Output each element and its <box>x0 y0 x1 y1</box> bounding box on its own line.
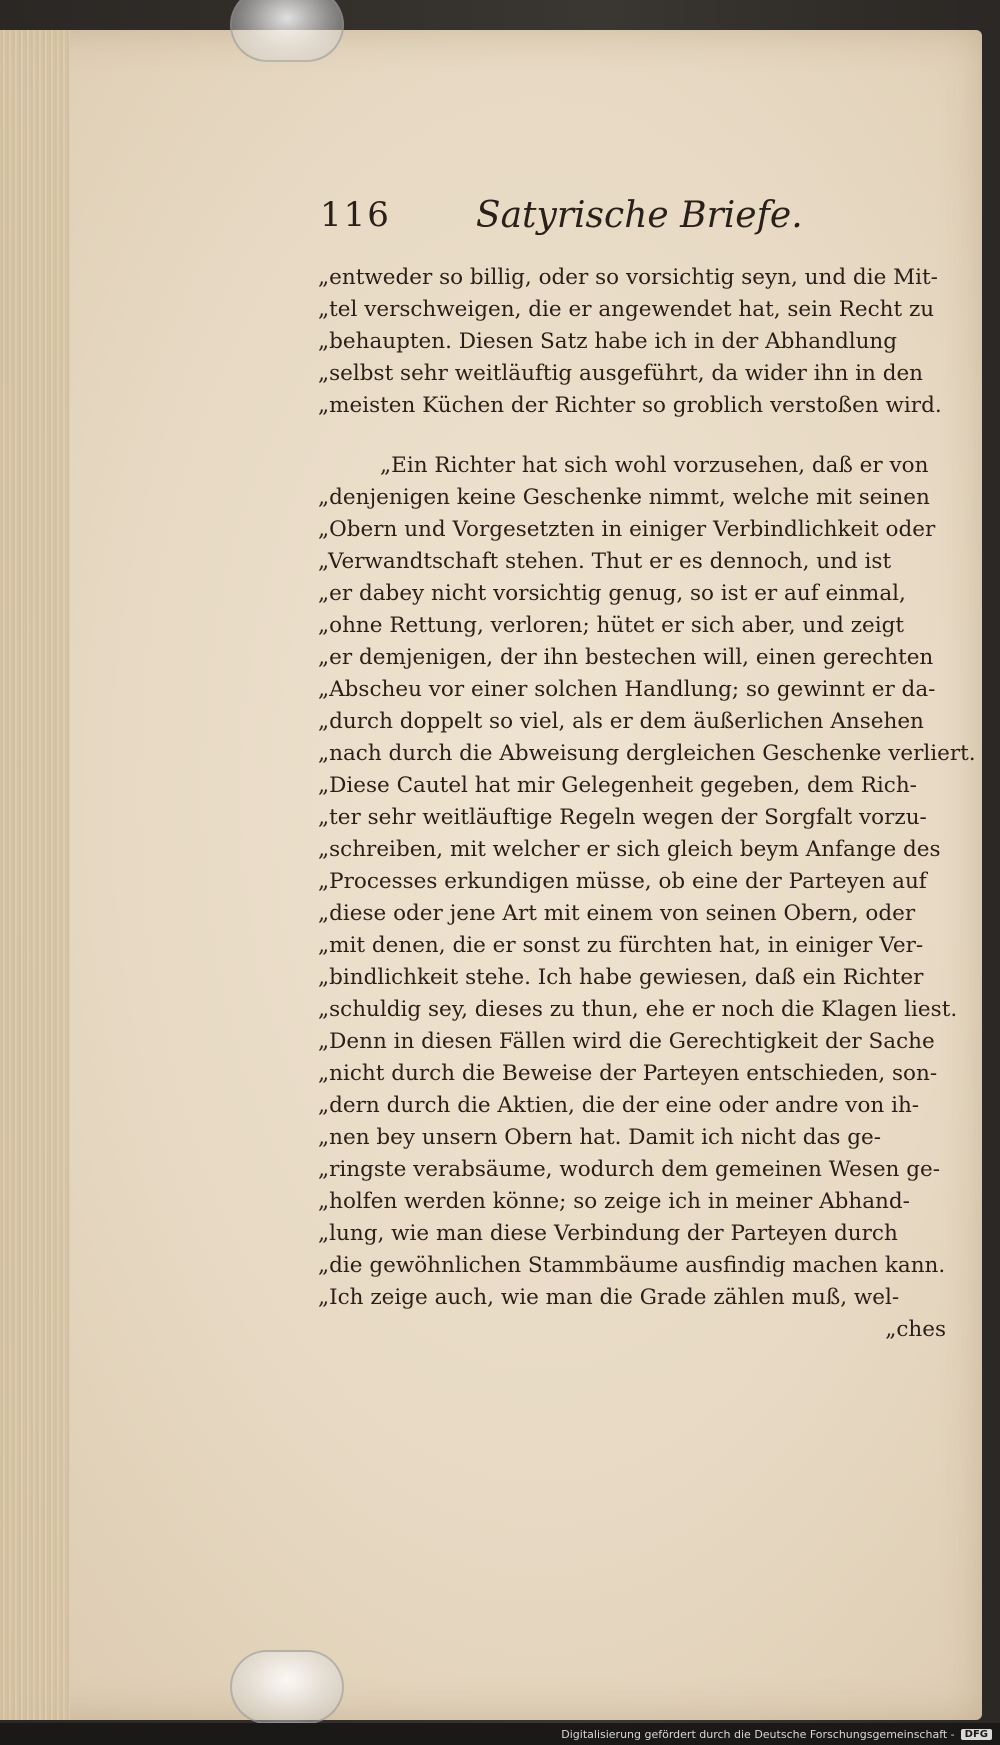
text-line: „Diese Cautel hat mir Gelegenheit gegeben, dem Rich- <box>318 773 917 798</box>
text-line: „tel verschweigen, die er angewendet hat, sein Recht zu <box>318 297 935 322</box>
text-line: „holfen werden könne; so zeige ich in meiner Abhand- <box>318 1189 910 1214</box>
text-line: „nicht durch die Beweise der Parteyen entschieden, son- <box>318 1061 938 1086</box>
text-line: „entweder so billig, oder so vorsichtig seyn, und die Mit- <box>318 265 938 290</box>
paragraph-gap <box>318 422 948 450</box>
text-line: „denjenigen keine Geschenke nimmt, welche mit seinen <box>318 485 930 510</box>
text-line: „er demjenigen, der ihn bestechen will, einen gerechten <box>318 645 934 670</box>
text-line: „durch doppelt so viel, als er dem äußerlichen Ansehen <box>318 709 924 734</box>
text-line: „Denn in diesen Fällen wird die Gerechtigkeit der Sache <box>318 1029 935 1054</box>
running-title: Satyrische Briefe. <box>475 194 803 236</box>
page-header <box>320 185 960 245</box>
text-line: „nen bey unsern Obern hat. Damit ich nicht das ge- <box>318 1125 881 1150</box>
text-line: „Verwandtschaft stehen. Thut er es dennoch, und ist <box>318 549 892 574</box>
text-line: „er dabey nicht vorsichtig genug, so ist er auf einmal, <box>318 581 906 606</box>
text-line: „ringste verabsäume, wodurch dem gemeinen Wesen ge- <box>318 1157 940 1182</box>
page-clip-bottom <box>230 1650 344 1724</box>
text-line: „die gewöhnlichen Stammbäume ausfindig machen kann. <box>318 1253 946 1278</box>
dfg-logo: DFG <box>961 1729 992 1740</box>
page-text <box>318 262 976 1346</box>
text-line: „dern durch die Aktien, die der eine oder andre von ih- <box>318 1093 920 1118</box>
text-line: „schuldig sey, dieses zu thun, ehe er noch die Klagen liest. <box>318 997 958 1022</box>
text-line: „ter sehr weitläuftige Regeln wegen der Sorgfalt vorzu- <box>318 805 927 830</box>
page-gutter <box>982 0 1000 1745</box>
text-line: „Obern und Vorgesetzten in einiger Verbindlichkeit oder <box>318 517 936 542</box>
text-line: „ohne Rettung, verloren; hütet er sich aber, und zeigt <box>318 613 905 638</box>
footer-credit: Digitalisierung gefördert durch die Deutsche Forschungsgemeinschaft - <box>561 1727 955 1741</box>
text-line: „Ein Richter hat sich wohl vorzusehen, daß er von <box>380 453 929 478</box>
paragraph-1 <box>318 262 948 422</box>
text-line: „behaupten. Diesen Satz habe ich in der Abhandlung <box>318 329 898 354</box>
text-line: „Processes erkundigen müsse, ob eine der Parteyen auf <box>318 869 927 894</box>
catchword: „ches <box>885 1317 946 1342</box>
text-line: „diese oder jene Art mit einem von seinen Obern, oder <box>318 901 916 926</box>
text-line: „mit denen, die er sonst zu fürchten hat, in einiger Ver- <box>318 933 924 958</box>
digitization-footer <box>0 1723 1000 1745</box>
text-line: „Abscheu vor einer solchen Handlung; so gewinnt er da- <box>318 677 936 702</box>
text-line: „nach durch die Abweisung dergleichen Geschenke verliert. <box>318 741 976 766</box>
text-line: „lung, wie man diese Verbindung der Parteyen durch <box>318 1221 898 1246</box>
text-line: „Ich zeige auch, wie man die Grade zählen muß, wel- <box>318 1285 900 1310</box>
text-line: „meisten Küchen der Richter so groblich verstoßen wird. <box>318 393 942 418</box>
page-clip-top <box>230 0 344 62</box>
text-line: „bindlichkeit stehe. Ich habe gewiesen, daß ein Richter <box>318 965 924 990</box>
text-line: „selbst sehr weitläuftig ausgeführt, da wider ihn in den <box>318 361 924 386</box>
page-edge-stack <box>0 30 70 1720</box>
paragraph-2 <box>318 450 976 1314</box>
text-line: „schreiben, mit welcher er sich gleich beym Anfange des <box>318 837 941 862</box>
page-number: 116 <box>320 195 391 235</box>
